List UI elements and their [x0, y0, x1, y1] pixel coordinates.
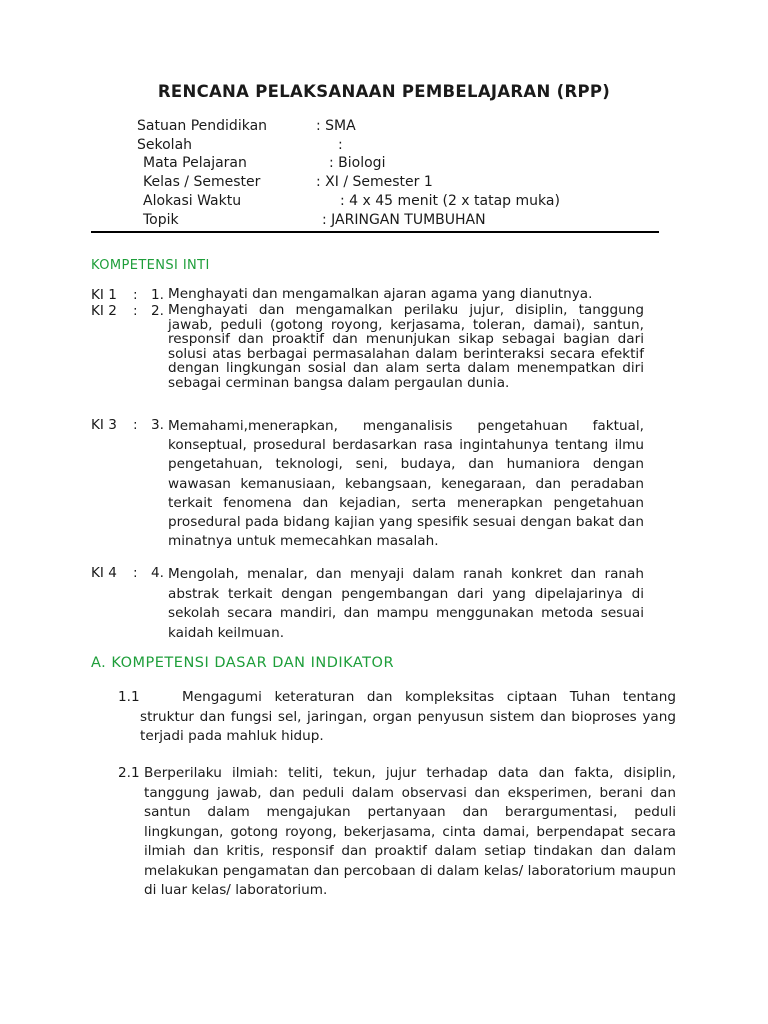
ki-label: KI 2 — [91, 303, 117, 319]
kd-number: 1.1 — [118, 689, 140, 705]
kd-text: Mengagumi keteraturan dan kompleksitas ciptaan Tuhan tentang struktur dan fungsi sel, jaringan, organ penyusun sistem dan bioproses yang terjadi pada mahluk hidup. — [140, 689, 676, 744]
meta-row-mata-pelajaran — [143, 154, 563, 172]
meta-row-satuan — [137, 117, 557, 135]
meta-value: : Biologi — [329, 155, 386, 171]
meta-label: Topik — [143, 212, 179, 228]
meta-label: Sekolah — [137, 137, 193, 153]
meta-value: : — [338, 137, 343, 153]
meta-row-alokasi-waktu — [143, 192, 603, 210]
header-divider — [91, 231, 659, 233]
meta-label: Satuan Pendidikan — [137, 118, 268, 134]
ki-colon: : — [133, 303, 138, 319]
meta-row-topik — [143, 211, 563, 229]
ki-colon: : — [133, 417, 138, 433]
meta-row-sekolah — [137, 136, 557, 154]
ki-number: 4. — [151, 565, 164, 581]
kompetensi-inti-heading: KOMPETENSI INTI — [91, 258, 210, 273]
ki-item-2 — [91, 303, 644, 419]
ki-text: Memahami,menerapkan, menganalisis pengetahuan faktual, konseptual, prosedural berdasarkan rasa ingintahunya tentang ilmu pengetahuan, teknologi, seni, budaya, dan humaniora dengan wawasan kemanusiaan, kebangsaan, kenegaraan, dan peradaban terkait fenomena dan kejadian, serta menerapkan pengetahuan prosedural pada bidang kajian yang spesifik sesuai dengan bakat dan minatnya untuk memecahkan masalah. — [168, 418, 644, 550]
ki-item-3 — [91, 417, 644, 567]
page-title: RENCANA PELAKSANAAN PEMBELAJARAN (RPP) — [157, 82, 611, 101]
meta-label: Kelas / Semester — [143, 174, 261, 190]
meta-value: : 4 x 45 menit (2 x tatap muka) — [340, 193, 560, 209]
meta-value: : SMA — [316, 118, 356, 134]
ki-text: Mengolah, menalar, dan menyaji dalam ranah konkret dan ranah abstrak terkait dengan pengembangan dari yang dipelajarinya di sekolah secara mandiri, dan mampu menggunakan metoda sesuai kaidah keilmuan. — [168, 566, 644, 641]
section-a-heading: A. KOMPETENSI DASAR DAN INDIKATOR — [91, 655, 395, 671]
ki-text: Menghayati dan mengamalkan perilaku jujur, disiplin, tanggung jawab, peduli (gotong royong, kerjasama, toleran, damai), santun, responsif dan proaktif dan menunjukan sikap sebagai bagian dari solusi atas berbagai permasalahan dalam berinteraksi secara efektif dengan lingkungan sosial dan alam serta dalam menempatkan diri sebagai cerminan bangsa dalam pergaulan dunia. — [168, 302, 644, 391]
kd-item-1-1 — [118, 688, 676, 747]
ki-item-4 — [91, 565, 644, 643]
ki-item-1 — [91, 287, 644, 303]
ki-number: 3. — [151, 417, 164, 433]
meta-value: : XI / Semester 1 — [316, 174, 433, 190]
ki-number: 1. — [151, 287, 164, 303]
ki-label: KI 3 — [91, 417, 117, 433]
ki-text: Menghayati dan mengamalkan ajaran agama yang dianutnya. — [168, 286, 593, 302]
meta-label: Mata Pelajaran — [143, 155, 247, 171]
kd-text: Berperilaku ilmiah: teliti, tekun, jujur terhadap data dan fakta, disiplin, tanggung jawab, dan peduli dalam observasi dan eksperimen, berani dan santun dalam mengajukan pertanyaan dan berargumentasi, peduli lingkungan, gotong royong, bekerjasama, cinta damai, berpendapat secara ilmiah dan kritis, responsif dan proaktif dalam setiap tindakan dan dalam melakukan pengamatan dan percobaan di dalam kelas/ laboratorium maupun di luar kelas/ laboratorium. — [144, 765, 676, 898]
meta-label: Alokasi Waktu — [143, 193, 242, 209]
ki-number: 2. — [151, 303, 164, 319]
ki-label: KI 4 — [91, 565, 117, 581]
kd-item-2-1 — [118, 764, 676, 901]
ki-colon: : — [133, 287, 138, 303]
ki-colon: : — [133, 565, 138, 581]
meta-row-kelas-semester — [143, 173, 563, 191]
meta-value: : JARINGAN TUMBUHAN — [322, 212, 486, 228]
ki-label: KI 1 — [91, 287, 117, 303]
kd-number: 2.1 — [118, 765, 140, 781]
